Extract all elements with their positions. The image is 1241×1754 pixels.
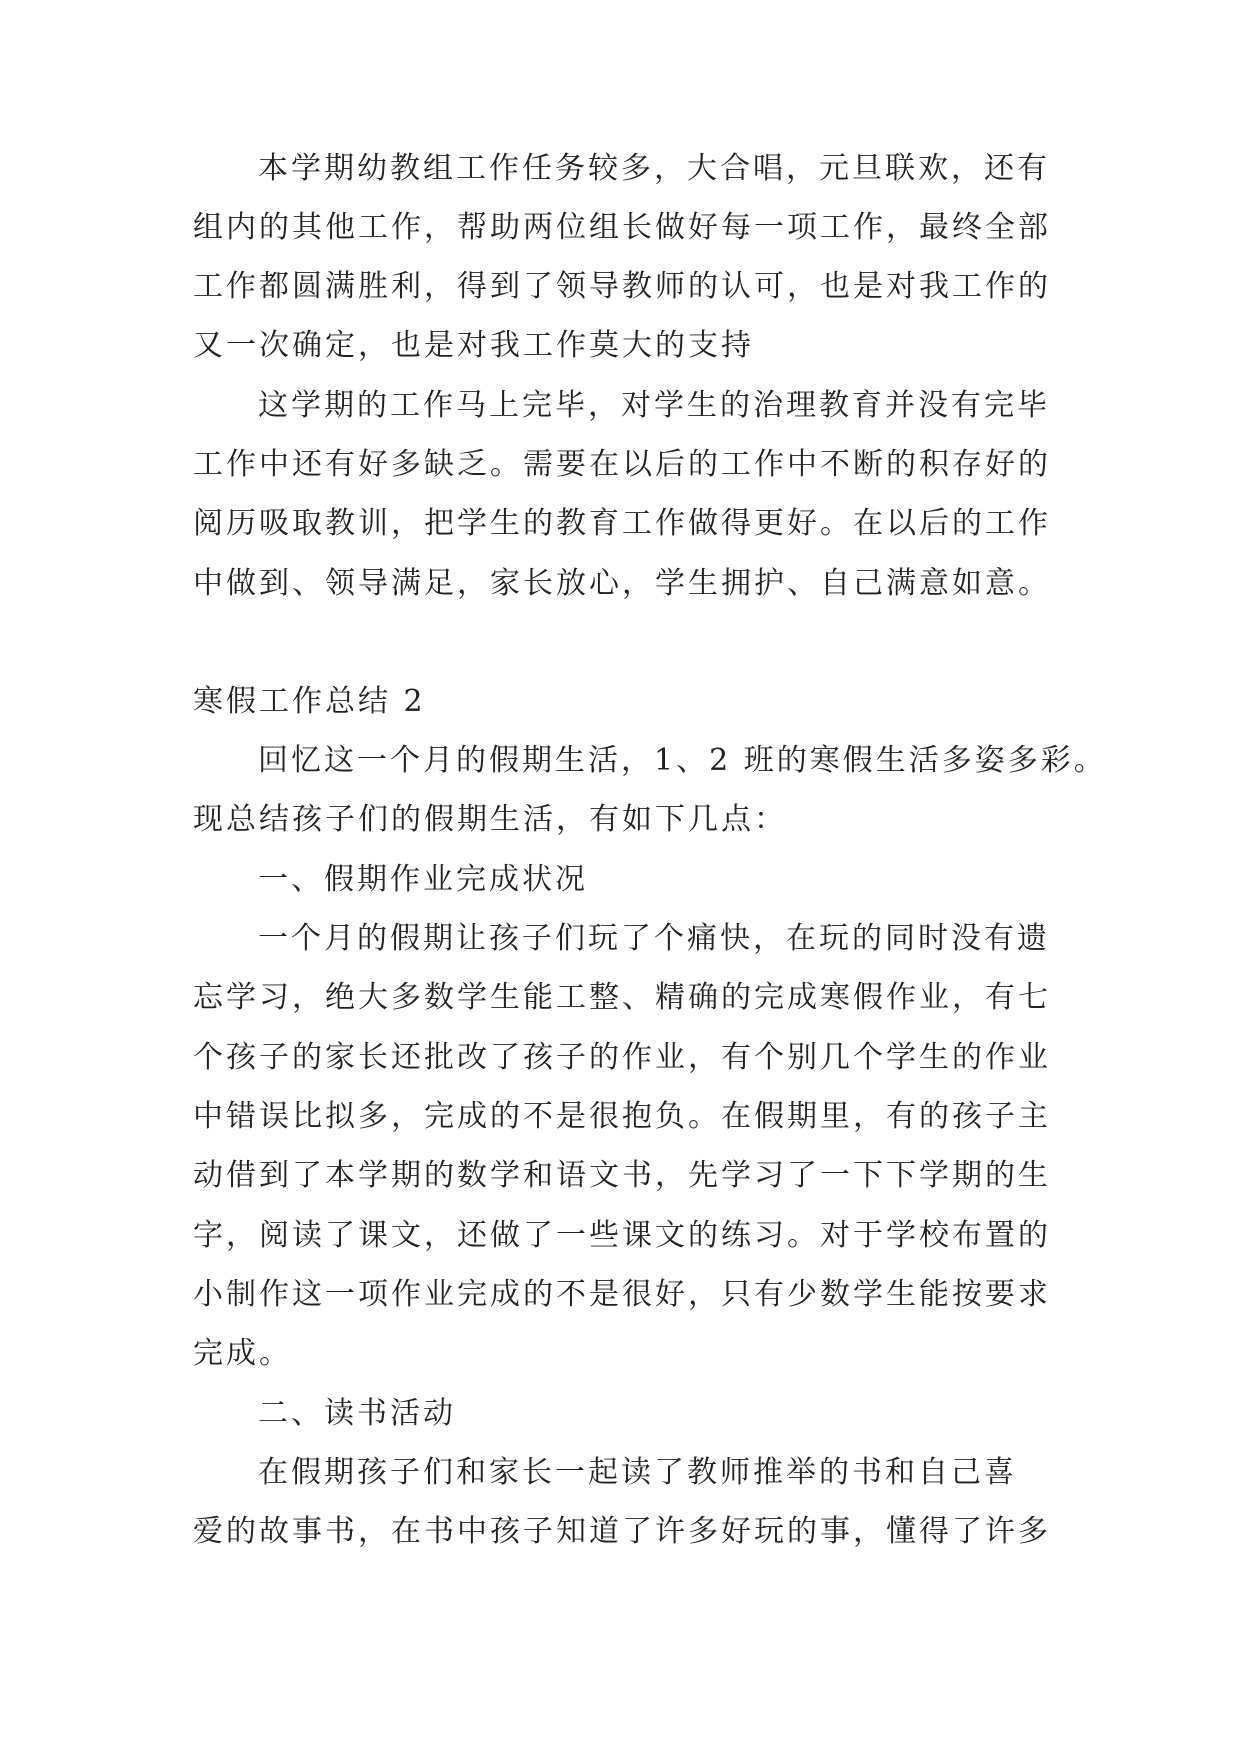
paragraph-line: 阅历吸取教训，把学生的教育工作做得更好。在以后的工作 [193, 506, 1051, 541]
paragraph-line: 忘学习，绝大多数学生能工整、精确的完成寒假作业，有七 [193, 980, 1051, 1015]
section-heading: 寒假工作总结 2 [193, 684, 426, 719]
paragraph-line: 在假期孩子们和家长一起读了教师推举的书和自己喜 [258, 1455, 1017, 1490]
paragraph-line: 工作中还有好多缺乏。需要在以后的工作中不断的积存好的 [193, 447, 1051, 482]
paragraph-line: 中错误比拟多，完成的不是很抱负。在假期里，有的孩子主 [193, 1099, 1051, 1134]
paragraph-line: 又一次确定，也是对我工作莫大的支持 [193, 328, 754, 363]
paragraph-line: 本学期幼教组工作任务较多，大合唱，元旦联欢，还有 [258, 151, 1050, 186]
paragraph-line: 这学期的工作马上完毕，对学生的治理教育并没有完毕 [258, 388, 1050, 423]
paragraph-line: 工作都圆满胜利，得到了领导教师的认可，也是对我工作的 [193, 269, 1051, 304]
paragraph-line: 个孩子的家长还批改了孩子的作业，有个别几个学生的作业 [193, 1040, 1051, 1075]
paragraph-line: 小制作这一项作业完成的不是很好，只有少数学生能按要求 [193, 1277, 1051, 1312]
subheading: 二、读书活动 [258, 1396, 456, 1431]
paragraph-line: 动借到了本学期的数学和语文书，先学习了一下下学期的生 [193, 1158, 1051, 1193]
paragraph-line: 一个月的假期让孩子们玩了个痛快，在玩的同时没有遗 [258, 921, 1050, 956]
paragraph-line: 字，阅读了课文，还做了一些课文的练习。对于学校布置的 [193, 1218, 1051, 1253]
paragraph-line: 爱的故事书，在书中孩子知道了许多好玩的事，懂得了许多 [193, 1514, 1051, 1549]
paragraph-line: 中做到、领导满足，家长放心，学生拥护、自己满意如意。 [193, 566, 1051, 601]
paragraph-line: 完成。 [193, 1336, 292, 1371]
paragraph-line: 现总结孩子们的假期生活，有如下几点： [193, 802, 787, 837]
paragraph-line: 组内的其他工作，帮助两位组长做好每一项工作，最终全部 [193, 210, 1051, 245]
paragraph-line: 回忆这一个月的假期生活，1、2 班的寒假生活多姿多彩。 [258, 743, 1107, 778]
subheading: 一、假期作业完成状况 [258, 862, 588, 897]
